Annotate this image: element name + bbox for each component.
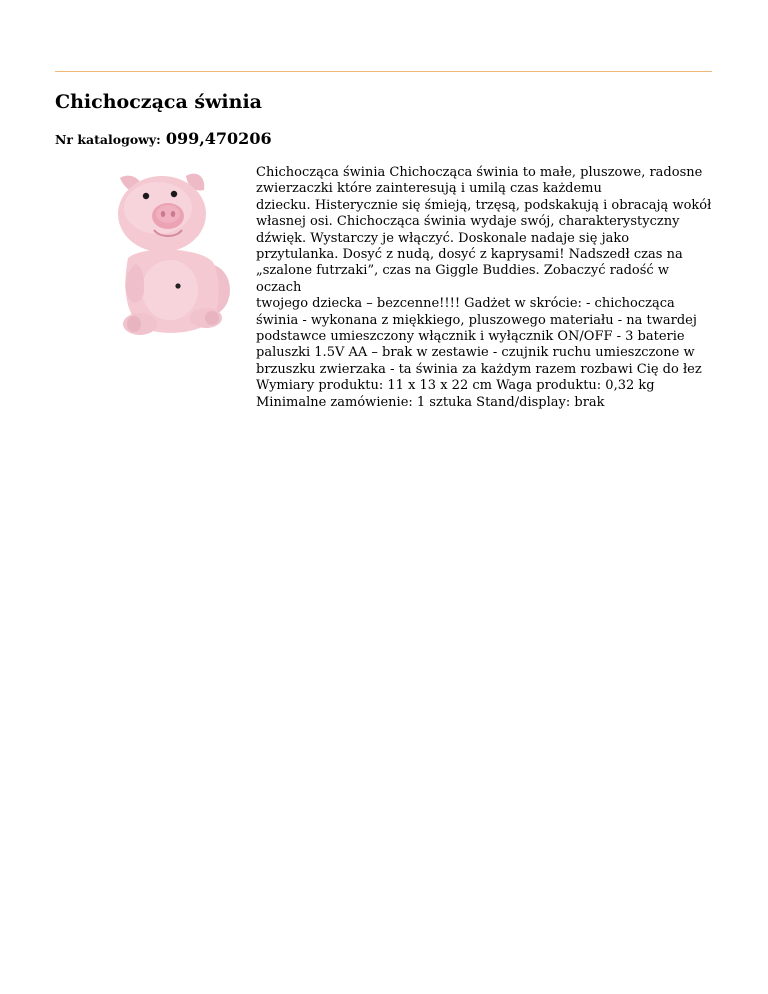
description-line: świnia - wykonana z miękkiego, pluszowego materiału - na twardej <box>256 312 697 328</box>
description-line: przytulanka. Dosyć z nudą, dosyć z kaprysami! Nadszedł czas na <box>256 247 683 263</box>
product-title: Chichocząca świnia <box>55 91 262 113</box>
plush-pig-icon <box>100 168 235 338</box>
catalog-number-row <box>55 129 272 153</box>
description-line: Chichocząca świnia Chichocząca świnia to małe, pluszowe, radosne <box>256 165 703 180</box>
description-line: brzuszku zwierzaka - ta świnia za każdym razem rozbawi Cię do łez <box>256 361 702 377</box>
description-line: zwierzaczki które zainteresują i umilą czas każdemu <box>256 181 602 197</box>
catalog-label: Nr katalogowy: <box>55 132 161 147</box>
description-line: własnej osi. Chichocząca świnia wydaje swój, charakterystyczny <box>256 214 680 230</box>
description-line: podstawce umieszczony włącznik i wyłącznik ON/OFF - 3 baterie <box>256 329 685 345</box>
description-line: paluszki 1.5V AA – brak w zestawie - czujnik ruchu umieszczone w <box>256 345 695 361</box>
header-divider <box>55 71 712 72</box>
description-line: dziecku. Histerycznie się śmieją, trzęsą, podskakują i obracają wokół <box>256 197 712 213</box>
description-line: dźwięk. Wystarczy je włączyć. Doskonale nadaje się jako <box>256 230 630 246</box>
description-line: Wymiary produktu: 11 x 13 x 22 cm Waga produktu: 0,32 kg <box>256 378 655 394</box>
catalog-number: 099,470206 <box>165 129 272 148</box>
description-line: Minimalne zamówienie: 1 sztuka Stand/display: brak <box>256 394 605 410</box>
product-image <box>100 168 235 338</box>
description-line: twojego dziecka – bezcenne!!!! Gadżet w skrócie: - chichocząca <box>256 296 675 312</box>
description-line: „szalone futrzaki”, czas na Giggle Buddies. Zobaczyć radość w oczach <box>256 263 669 295</box>
product-description <box>256 165 718 411</box>
